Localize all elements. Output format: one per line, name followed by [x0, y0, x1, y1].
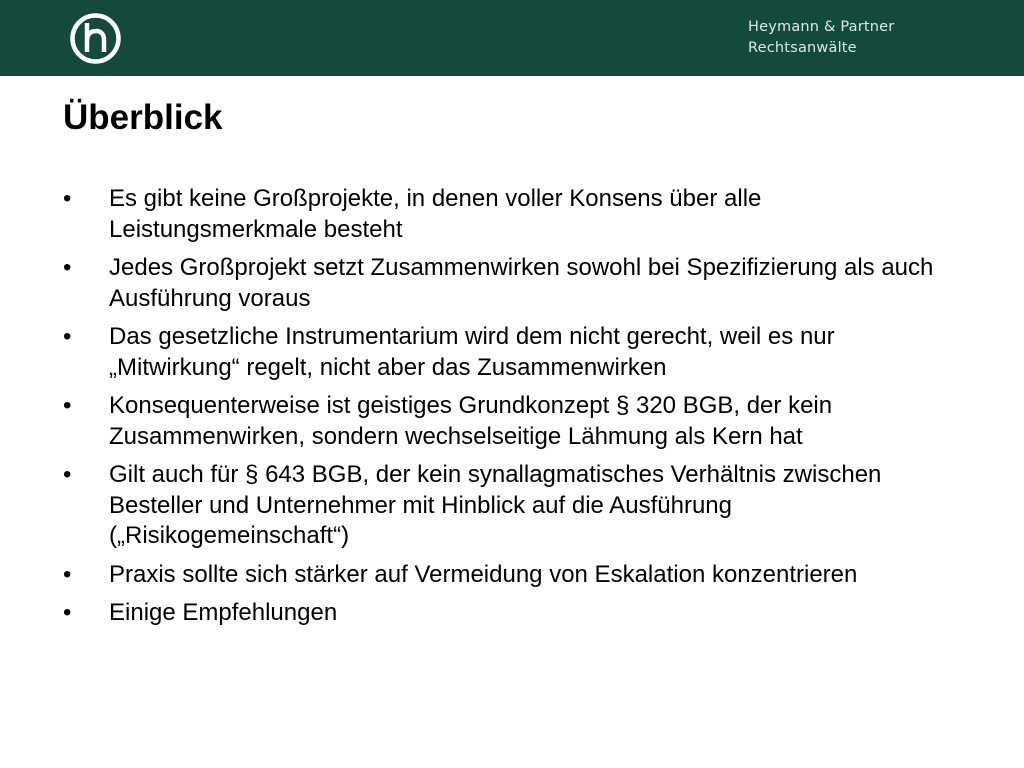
firm-subtitle: Rechtsanwälte: [748, 40, 857, 56]
bullet-item: [63, 560, 963, 591]
bullet-item: [63, 391, 963, 452]
bullet-item: [63, 184, 963, 245]
bullet-icon: •: [63, 560, 72, 588]
header-bar: [0, 0, 1024, 76]
bullet-list: [63, 184, 963, 637]
bullet-icon: •: [63, 323, 72, 350]
bullet-text: Praxis sollte sich stärker auf Vermeidung von Eskalation konzentrieren: [109, 560, 858, 588]
bullet-icon: •: [63, 392, 72, 419]
bullet-item: [63, 598, 963, 629]
bullet-text: Gilt auch für § 643 BGB, der kein synallagmatisches Verhältnis zwischen Besteller und Unternehmer mit Hinblick auf die Ausführung („Risikogemeinschaft“): [109, 461, 882, 549]
h-circle-logo-icon: [69, 12, 122, 65]
bullet-item: [63, 253, 963, 314]
slide-title: Überblick: [63, 98, 223, 137]
bullet-icon: •: [63, 599, 72, 626]
firm-name-block: [748, 17, 894, 59]
bullet-item: [63, 322, 963, 383]
bullet-item: [63, 460, 963, 552]
bullet-icon: •: [63, 185, 72, 212]
bullet-text: Konsequenterweise ist geistiges Grundkonzept § 320 BGB, der kein Zusammenwirken, sondern wechselseitige Lähmung als Kern hat: [109, 392, 833, 450]
firm-name: Heymann & Partner: [748, 19, 895, 35]
bullet-text: Jedes Großprojekt setzt Zusammenwirken sowohl bei Spezifizierung als auch Ausführung voraus: [109, 254, 934, 312]
bullet-text: Es gibt keine Großprojekte, in denen voller Konsens über alle Leistungsmerkmale besteht: [109, 185, 762, 243]
bullet-text: Einige Empfehlungen: [109, 599, 338, 626]
bullet-text: Das gesetzliche Instrumentarium wird dem nicht gerecht, weil es nur „Mitwirkung“ regelt, nicht aber das Zusammenwirken: [109, 323, 835, 381]
bullet-icon: •: [63, 254, 72, 281]
bullet-icon: •: [63, 461, 72, 488]
